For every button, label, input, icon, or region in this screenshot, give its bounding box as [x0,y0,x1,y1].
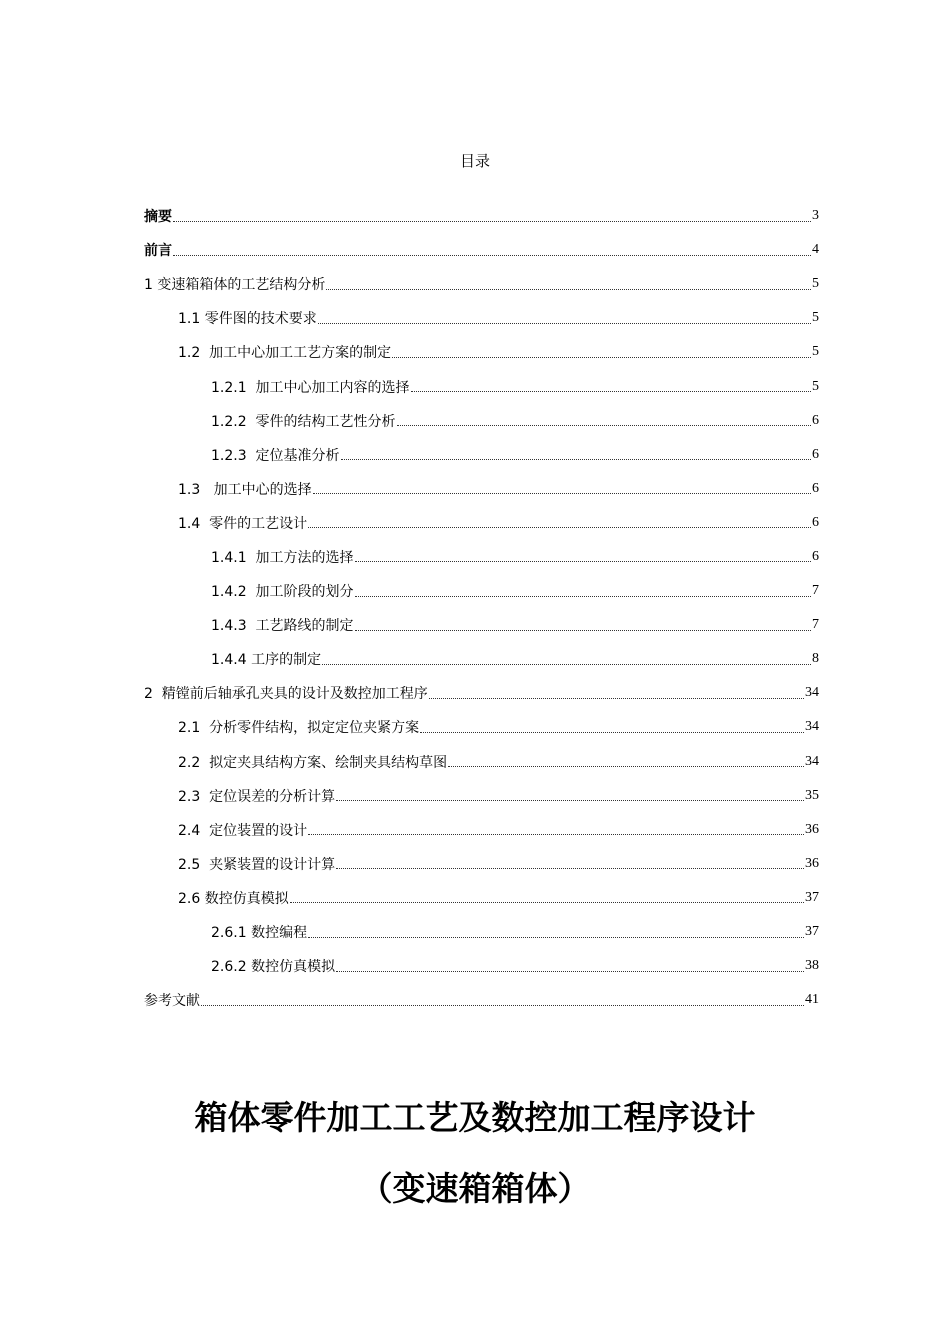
toc-entry[interactable] [144,404,819,438]
toc-entry-page-number: 34 [805,685,819,701]
toc-entry-page-number: 6 [812,412,819,428]
toc-entry[interactable] [144,506,819,540]
toc-dot-leader [355,596,811,597]
toc-entry[interactable] [144,608,819,642]
toc-entry-label: 1.4 零件的工艺设计 [178,515,308,532]
toc-entry[interactable] [144,915,819,949]
toc-dot-leader [308,527,811,528]
toc-title: 目录 [459,152,490,170]
toc-entry-label: 1.4.2 加工阶段的划分 [211,584,354,601]
toc-dot-leader [318,323,811,324]
table-of-contents [144,199,819,1017]
toc-entry-label: 1.2 加工中心加工工艺方案的制定 [178,345,392,362]
toc-entry-label: 2.6 数控仿真模拟 [178,890,289,907]
toc-dot-leader [397,425,811,426]
toc-entry[interactable] [144,949,819,983]
toc-entry[interactable] [144,642,819,676]
toc-dot-leader [336,971,804,972]
toc-entry-label: 参考文献 [144,993,200,1010]
toc-entry[interactable] [144,779,819,813]
toc-entry-label: 1.1 零件图的技术要求 [178,311,317,328]
toc-entry[interactable] [144,540,819,574]
toc-entry-page-number: 37 [805,924,819,940]
toc-entry-label: 2 精镗前后轴承孔夹具的设计及数控加工程序 [144,686,428,703]
toc-entry-label: 1.4.4 工序的制定 [211,652,322,669]
toc-entry-label: 2.6.1 数控编程 [211,925,308,942]
toc-entry-label: 1.3 加工中心的选择 [178,481,312,498]
document-subtitle: （变速箱箱体） [359,1169,591,1208]
toc-dot-leader [326,289,811,290]
toc-dot-leader [173,221,811,222]
toc-dot-leader [322,664,811,665]
toc-entry-label: 1.2.1 加工中心加工内容的选择 [211,379,410,396]
toc-entry-label: 2.4 定位装置的设计 [178,822,308,839]
toc-dot-leader [336,800,804,801]
toc-entry-page-number: 35 [805,787,819,803]
toc-entry-page-number: 6 [812,548,819,564]
toc-dot-leader [201,1005,804,1006]
toc-entry[interactable] [144,574,819,608]
toc-entry-label: 1.2.2 零件的结构工艺性分析 [211,413,396,430]
toc-entry-page-number: 7 [812,617,819,633]
toc-entry-label: 摘要 [144,209,172,226]
toc-entry-label: 1.4.3 工艺路线的制定 [211,618,354,635]
toc-entry-page-number: 4 [812,242,819,258]
toc-entry-page-number: 34 [805,719,819,735]
toc-entry[interactable] [144,983,819,1017]
toc-entry-page-number: 34 [805,753,819,769]
toc-entry-page-number: 5 [812,344,819,360]
toc-entry[interactable] [144,676,819,710]
toc-entry-page-number: 36 [805,821,819,837]
toc-entry-page-number: 37 [805,889,819,905]
toc-entry-page-number: 5 [812,378,819,394]
toc-entry-label: 前言 [144,243,172,260]
toc-entry[interactable] [144,199,819,233]
toc-entry-page-number: 41 [805,992,819,1008]
toc-entry-label: 2.6.2 数控仿真模拟 [211,959,336,976]
toc-entry-label: 2.1 分析零件结构，拟定定位夹紧方案 [178,720,420,737]
toc-dot-leader [308,834,804,835]
toc-entry-page-number: 6 [812,514,819,530]
toc-entry[interactable] [144,813,819,847]
document-title: 箱体零件加工工艺及数控加工程序设计 [194,1098,756,1137]
toc-entry-label: 1 变速箱箱体的工艺结构分析 [144,277,326,294]
toc-entry-label: 1.4.1 加工方法的选择 [211,549,354,566]
toc-entry-label: 2.2 拟定夹具结构方案、绘制夹具结构草图 [178,754,448,771]
toc-dot-leader [411,391,811,392]
toc-entry[interactable] [144,472,819,506]
toc-dot-leader [308,937,804,938]
toc-entry[interactable] [144,301,819,335]
toc-entry-label: 2.3 定位误差的分析计算 [178,788,336,805]
toc-dot-leader [355,561,811,562]
toc-dot-leader [336,868,804,869]
toc-entry-page-number: 36 [805,855,819,871]
toc-entry[interactable] [144,233,819,267]
toc-entry-page-number: 7 [812,583,819,599]
toc-entry-page-number: 6 [812,446,819,462]
toc-entry-page-number: 6 [812,480,819,496]
toc-dot-leader [341,459,811,460]
toc-entry[interactable] [144,335,819,369]
toc-dot-leader [290,902,804,903]
toc-entry-page-number: 3 [812,208,819,224]
toc-dot-leader [355,630,811,631]
toc-entry[interactable] [144,710,819,744]
toc-entry-label: 1.2.3 定位基准分析 [211,447,340,464]
toc-entry-page-number: 5 [812,276,819,292]
toc-entry-label: 2.5 夹紧装置的设计计算 [178,856,336,873]
toc-dot-leader [429,698,804,699]
toc-dot-leader [420,732,804,733]
toc-dot-leader [448,766,804,767]
toc-entry[interactable] [144,881,819,915]
toc-dot-leader [173,255,811,256]
toc-entry[interactable] [144,745,819,779]
toc-entry-page-number: 5 [812,310,819,326]
toc-entry-page-number: 8 [812,651,819,667]
toc-entry[interactable] [144,847,819,881]
toc-entry[interactable] [144,369,819,403]
toc-entry[interactable] [144,267,819,301]
toc-dot-leader [313,493,811,494]
toc-entry-page-number: 38 [805,958,819,974]
toc-entry[interactable] [144,438,819,472]
toc-dot-leader [392,357,811,358]
